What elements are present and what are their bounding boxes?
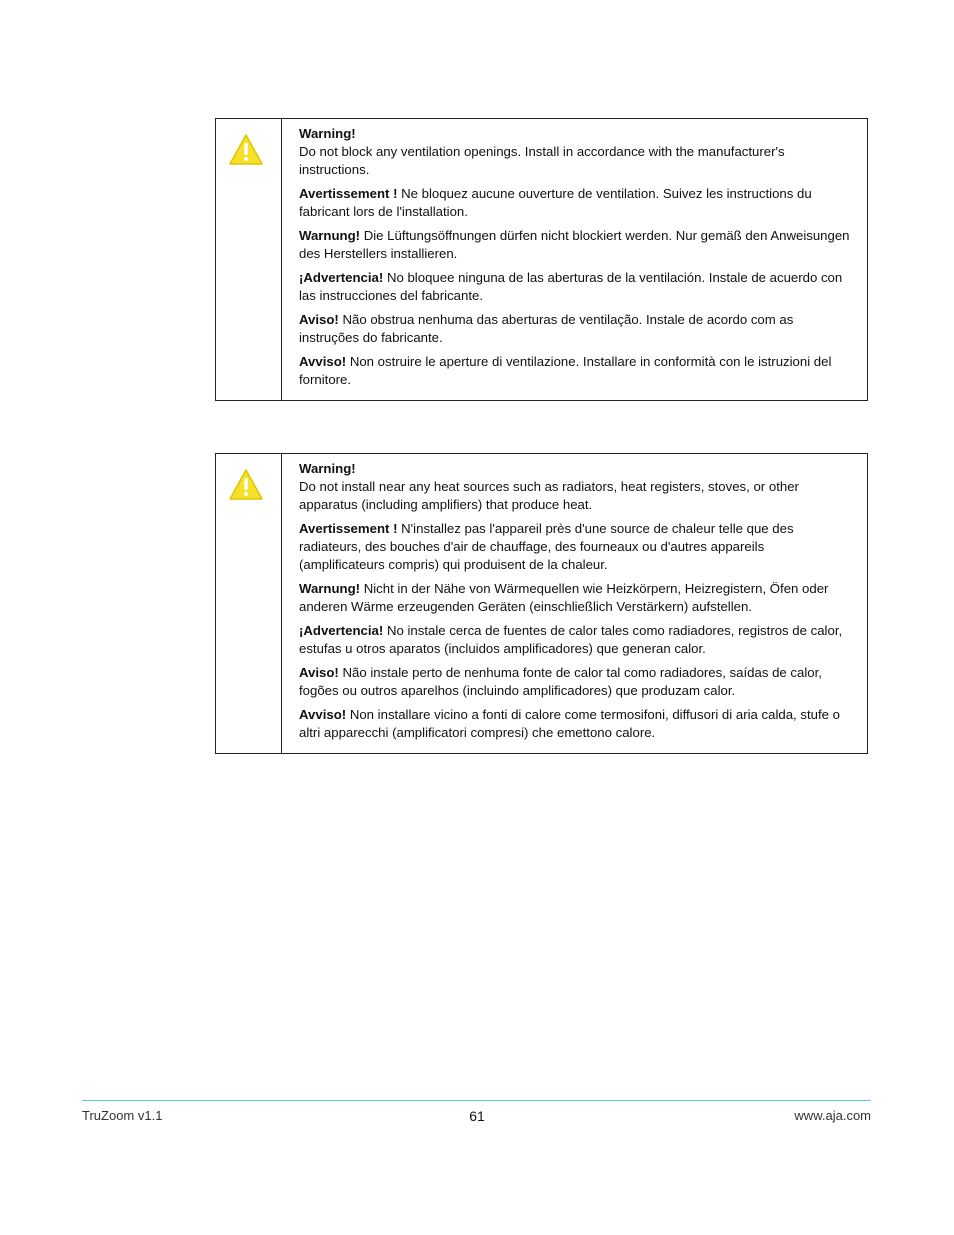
translation-italian bbox=[299, 353, 851, 389]
warning-english: Do not block any ventilation openings. Install in accordance with the manufacturer's instructions. bbox=[299, 144, 785, 177]
translation-spanish bbox=[299, 269, 851, 305]
label-german: Warnung! bbox=[299, 228, 361, 243]
translation-italian bbox=[299, 706, 851, 742]
label-portuguese: Aviso! bbox=[299, 312, 339, 327]
translation-portuguese bbox=[299, 311, 851, 347]
warning-icon-cell bbox=[216, 119, 282, 400]
translation-german bbox=[299, 227, 851, 263]
text-portuguese: Não obstrua nenhuma das aberturas de ventilação. Instale de acordo com as instruções do fabricante. bbox=[299, 312, 794, 345]
label-portuguese: Aviso! bbox=[299, 665, 339, 680]
translation-french bbox=[299, 185, 851, 221]
translation-french bbox=[299, 520, 851, 574]
warning-triangle-icon bbox=[228, 468, 264, 502]
label-italian: Avviso! bbox=[299, 707, 347, 722]
label-french: Avertissement ! bbox=[299, 521, 398, 536]
label-german: Warnung! bbox=[299, 581, 361, 596]
footer-product: TruZoom v1.1 bbox=[82, 1108, 163, 1123]
text-german: Nicht in der Nähe von Wärmequellen wie Heizkörpern, Heizregistern, Öfen oder anderen Wärme erzeugenden Geräten (einschließlich Verstärkern) aufstellen. bbox=[299, 581, 829, 614]
text-italian: Non ostruire le aperture di ventilazione. Installare in conformità con le istruzioni del fornitore. bbox=[299, 354, 832, 387]
footer-website: www.aja.com bbox=[794, 1108, 871, 1123]
translation-spanish bbox=[299, 622, 851, 658]
warning-heading: Warning! bbox=[299, 126, 356, 141]
label-spanish: ¡Advertencia! bbox=[299, 623, 384, 638]
text-french: Ne bloquez aucune ouverture de ventilation. Suivez les instructions du fabricant lors de l'installation. bbox=[299, 186, 812, 219]
warning-heading: Warning! bbox=[299, 461, 356, 476]
warning-text bbox=[282, 454, 867, 753]
warning-box-ventilation bbox=[215, 118, 868, 401]
text-italian: Non installare vicino a fonti di calore come termosifoni, diffusori di aria calda, stufe o altri apparecchi (amplificatori compresi) che emettono calore. bbox=[299, 707, 840, 740]
text-spanish: No instale cerca de fuentes de calor tales como radiadores, registros de calor, estufas u otros aparatos (incluidos amplificadores) que generan calor. bbox=[299, 623, 843, 656]
warning-icon-cell bbox=[216, 454, 282, 753]
footer-page-number: 61 bbox=[469, 1108, 485, 1124]
warning-text bbox=[282, 119, 867, 400]
text-portuguese: Não instale perto de nenhuma fonte de calor tal como radiadores, saídas de calor, fogões ou outros aparelhos (incluindo amplificadores) que produzam calor. bbox=[299, 665, 822, 698]
text-german: Die Lüftungsöffnungen dürfen nicht blockiert werden. Nur gemäß den Anweisungen des Herstellers installieren. bbox=[299, 228, 850, 261]
footer-rule bbox=[82, 1100, 871, 1101]
translation-german bbox=[299, 580, 851, 616]
warning-box-heat bbox=[215, 453, 868, 754]
label-french: Avertissement ! bbox=[299, 186, 398, 201]
text-spanish: No bloquee ninguna de las aberturas de la ventilación. Instale de acuerdo con las instrucciones del fabricante. bbox=[299, 270, 843, 303]
warning-triangle-icon bbox=[228, 133, 264, 167]
label-spanish: ¡Advertencia! bbox=[299, 270, 384, 285]
translation-portuguese bbox=[299, 664, 851, 700]
label-italian: Avviso! bbox=[299, 354, 347, 369]
text-french: N'installez pas l'appareil près d'une source de chaleur telle que des radiateurs, des bouches d'air de chauffage, des fourneaux ou d'autres appareils (amplificateurs compris) qui produisent de la chaleur. bbox=[299, 521, 794, 572]
warning-english: Do not install near any heat sources such as radiators, heat registers, stoves, or other apparatus (including amplifiers) that produce heat. bbox=[299, 479, 799, 512]
